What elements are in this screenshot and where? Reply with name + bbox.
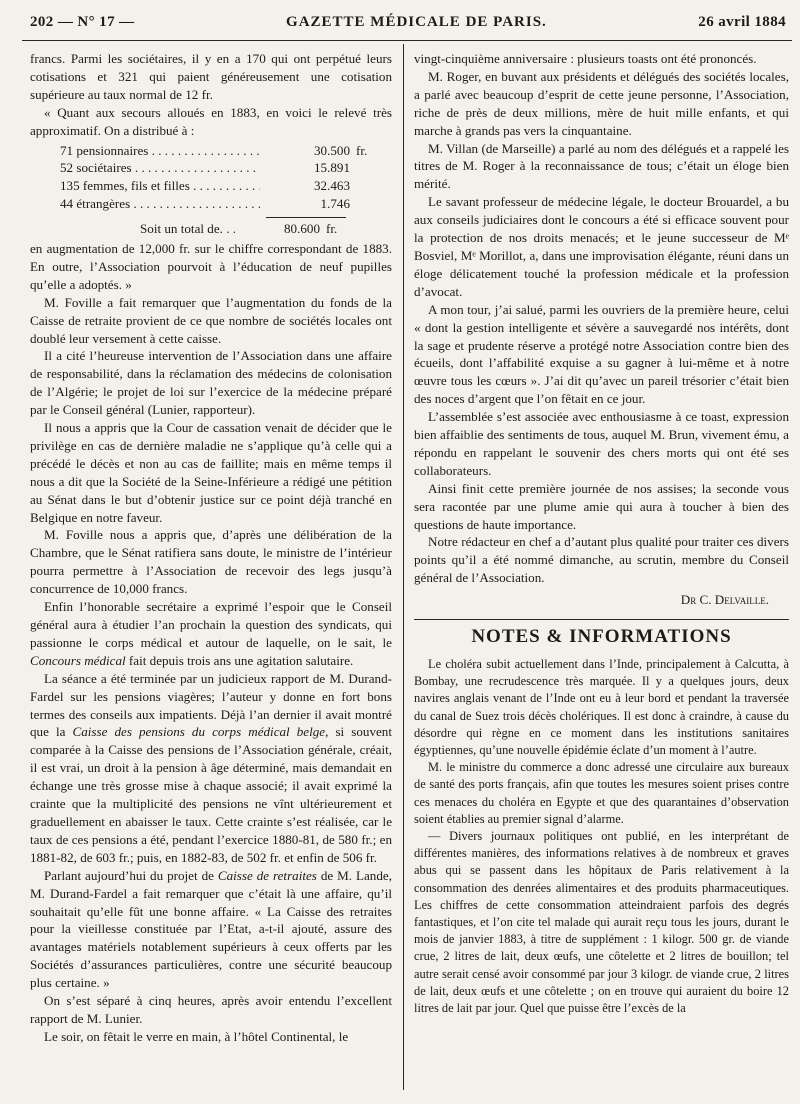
italic-title: Caisse des pensions du corps médical belge [72,724,326,740]
row-value: 32.463 [313,178,350,194]
relief-table [30,142,392,238]
row-label: 44 étrangères . . . [30,195,260,213]
paragraph: L’assemblée s’est associée avec enthousiasme à ce toast, expression bien affaiblie des sentiments de tous, auquel M. Brun, vivement ému, a répondu en rappelant le souvenir des chers morts qui ont été ses collaborateurs. [414,409,789,478]
row-value: 1.746 [320,196,350,212]
author-signature: Dr C. Delvaille. [680,592,769,608]
paragraph: M. le ministre du commerce a donc adressé une circulaire aux bureaux de santé des ports français, afin que toutes les mesures soient prises contre ces menaces du choléra en Egypte et que des quarantaines d’observation soient établies au premier signal d’alarme. [414,760,789,826]
text-run: fait depuis trois ans une agitation salutaire. [125,652,354,668]
paragraph [30,598,392,670]
table-total-row [30,220,392,238]
total-unit: fr. [326,221,338,237]
table-row [30,195,392,213]
paragraph: Il nous a appris que la Cour de cassation venait de décider que le privilège en cas de dernière maladie ne s’applique qu’à celle qui a précédé le décès et non au cas de faillite; mais en même temps il nous a dit que la Société de la Seine-Inférieure a rédigé une pétition au Sénat dans le but d’obtenir justice sur ce point déjà tranché en Belgique en notre faveur. [30,420,392,525]
row-label: 135 femmes, fils et filles . . . [30,177,260,195]
row-unit [350,159,356,177]
paragraph: Il a cité l’heureuse intervention de l’Association dans une affaire de responsabilité, dans la réclamation des médecins de colonisation de l’Algérie; le projet de loi sur l’exercice de la médecine préparé par le Conseil général (Lunier, rapporteur). [30,348,392,418]
issue-date: 26 avril 1884 [698,14,786,30]
paragraph: en augmentation de 12,000 fr. sur le chiffre correspondant de 1883. En outre, l’Association pourvoit à l’éducation de neuf pupilles qu’elle a adoptés. » [30,240,392,292]
paragraph: — Divers journaux politiques ont publié, en les interprétant de différentes manières, des informations relatives à de nombreux et graves abus qui se passent dans les hôpitaux de Paris relativement à la consommation des denrées alimentaires et des produits pharmaceutiques. Les chiffres de cette consommation atteindraient parfois des degrés fantastiques, et l’on cite tel malade qui aurait reçu tous les jours, durant le mois de janvier 1883, à titre de supplément : 1 kilogr. 500 gr. de viande crue, 2 litres de lait, deux œufs, une côtelette et 2 litres de bouillon; tel autre serait censé avoir consommé par jour 3 kilogr. de viande crue, 2 litres de lait, deux œufs et une côtelette ; on en trouve qui auraient du boire 12 litres de lait par jour. Quel que puisse être l’excès de la [414,829,789,1016]
right-column [414,50,789,1094]
table-row [30,177,392,195]
row-value: 15.891 [313,160,350,176]
paragraph: M. Foville nous a appris que, d’après une délibération de la Chambre, que le Sénat ratifiera sans doute, le ministre de l’intérieur pourra permettre à l’Association de recevoir des legs jusqu’à concurrence de 10,000 francs. [30,527,392,597]
italic-title: Concours médical [30,652,126,668]
italic-title: Caisse de retraites [217,867,317,883]
row-label: 52 sociétaires . . . [30,159,260,177]
notes-body [414,656,789,1017]
row-value: 30.500 [313,142,350,158]
paragraph: A mon tour, j’ai salué, parmi les ouvriers de la première heure, celui « dont la gestion intelligente et sévère a sauvegardé nos intérêts, dont la sage et prudente réserve a protégé notre Association contre bien des écueils, dont l’affabilité exquise a su gagner à lui-même et à notre œuvre tous les cœurs ». J’ai dit qu’avec un pareil trésorier c’était bien des noces d’argent que l’on fêtait en ce jour. [414,301,789,407]
paragraph: Ainsi finit cette première journée de nos assises; la seconde vous sera racontée par une plume amie qui aura à toucher à bien des questions de haute importance. [414,480,789,532]
paragraph: Notre rédacteur en chef a d’autant plus qualité pour traiter ces divers points qu’il a été nommé dimanche, au scrutin, membre du Conseil général de l’Association. [414,534,789,586]
section-title: NOTES & INFORMATIONS [471,626,732,648]
header-rule [22,40,792,41]
paragraph: francs. Parmi les sociétaires, il y en a 170 qui ont perpétué leurs cotisations et 321 qui paient généreusement une cotisation supérieure au taux normal de 12 fr. [30,51,392,102]
paragraph: M. Foville a fait remarquer que l’augmentation du fonds de la Caisse de retraite provient de ce que nombre de sociétés locales ont doublé leur versement à cette caisse. [30,294,392,346]
table-row [30,159,392,177]
left-column [30,50,392,1094]
table-row [30,142,392,160]
row-unit: fr. [356,142,368,158]
text-run: Enfin l’honorable secrétaire a exprimé l’espoir que le Conseil général aura à étudier l’an prochain la question des syndicats, qui passionne le corps médical et autour de laquelle, on le sait, le [30,599,392,650]
journal-title: GAZETTE MÉDICALE DE PARIS. [286,14,547,30]
row-unit [350,195,356,213]
paragraph [30,670,392,867]
column-divider [403,44,404,1090]
paragraph: Le savant professeur de médecine légale, le docteur Brouardel, a bu aux conseils judiciaires dont le concours a été si efficace souvent pour la protection de nos droits menacés; et le jeune successeur de Mᵉ Bosviel, Mᵉ Morillot, a, dans une improvisation élégante, réuni dans un éloge délicatement touché la profession médicale et la profession d’avocat. [414,194,789,299]
text-run: Parlant aujourd’hui du projet de [44,867,218,883]
paragraph: M. Villan (de Marseille) a parlé au nom des délégués et a rappelé les titres de M. Roger à la reconnaissance de tous; c’était un éloge bien mérité. [414,140,789,192]
text-run: La séance a été terminée par un judicieux rapport de M. Durand-Fardel sur les pensions viagères; l’auteur y donne en fort bons termes des conseils aux impatients. Déjà l’an dernier il avait montré que la [30,670,392,740]
row-label: 71 pensionnaires . . . [30,142,260,160]
paragraph: Le soir, on fêtait le verre en main, à l’hôtel Continental, le [44,1028,349,1044]
text-run: , si souvent comparée à la Caisse des pensions de l’Association générale, créait, il est vrai, un droit à la pension à âge déterminé, mais demandait en échange une très grosse mise à chaque associé; il avait exprimé la crainte que la multiplicité des pensions ne vînt ultérieurement et graduellement en abaisser le taux. Cette crainte s’est réalisée, car le taux de ces pensions a été, pendant l’exercice 1880-81, de 580 fr.; en 1881-82, de 603 fr.; puis, en 1882-83, de 502 fr. et enfin de 506 fr. [30,724,392,865]
paragraph: Le choléra subit actuellement dans l’Inde, principalement à Calcutta, à Bombay, une recrudescence très marquée. Il y a quelques jours, deux navires anglais venant de l’Inde ont eu à leur bord et pendant la traversée du canal de Suez trois décès cholériques. Il est donc à craindre, à cause du désordre qui règne en ce moment dans les institutions sanitaires égyptiennes, qu’une nouvelle épidémie éclate d’un moment à l’autre. [414,657,789,758]
page-header [30,14,786,36]
total-rule [266,217,346,218]
paragraph: M. Roger, en buvant aux présidents et délégués des sociétés locales, a parlé avec beaucoup d’esprit de cette jeune personne, l’Association, riche de près de deux millions, mère de huit mille enfants, et qui marche à grands pas vers la cinquantaine. [414,68,789,138]
paragraph [30,867,392,992]
paragraph: « Quant aux secours alloués en 1883, en voici le relevé très approximatif. On a distribué à : [30,104,392,138]
total-label: Soit un total de. . . [140,221,237,237]
row-unit [350,177,356,195]
total-value: 80.600 [283,221,320,237]
page-number: 202 — N° 17 — [30,14,135,30]
paragraph: vingt-cinquième anniversaire : plusieurs toasts ont été prononcés. [414,51,757,66]
paragraph: On s’est séparé à cinq heures, après avoir entendu l’excellent rapport de M. Lunier. [30,993,392,1026]
section-rule [414,619,789,620]
text-run: de M. Lande, M. Durand-Fardel a fait remarquer que c’était là une affaire, qu’il souhaitait qu’elle fût une bonne affaire. « La Caisse des retraites pour la vieillesse constituée par l’Etat, a-t-il ajouté, assure des avantages matériels notablement supérieurs à ceux offerts par les Sociétés d’assurances particulières, contre une sécurité beaucoup plus certaine. » [30,867,392,991]
